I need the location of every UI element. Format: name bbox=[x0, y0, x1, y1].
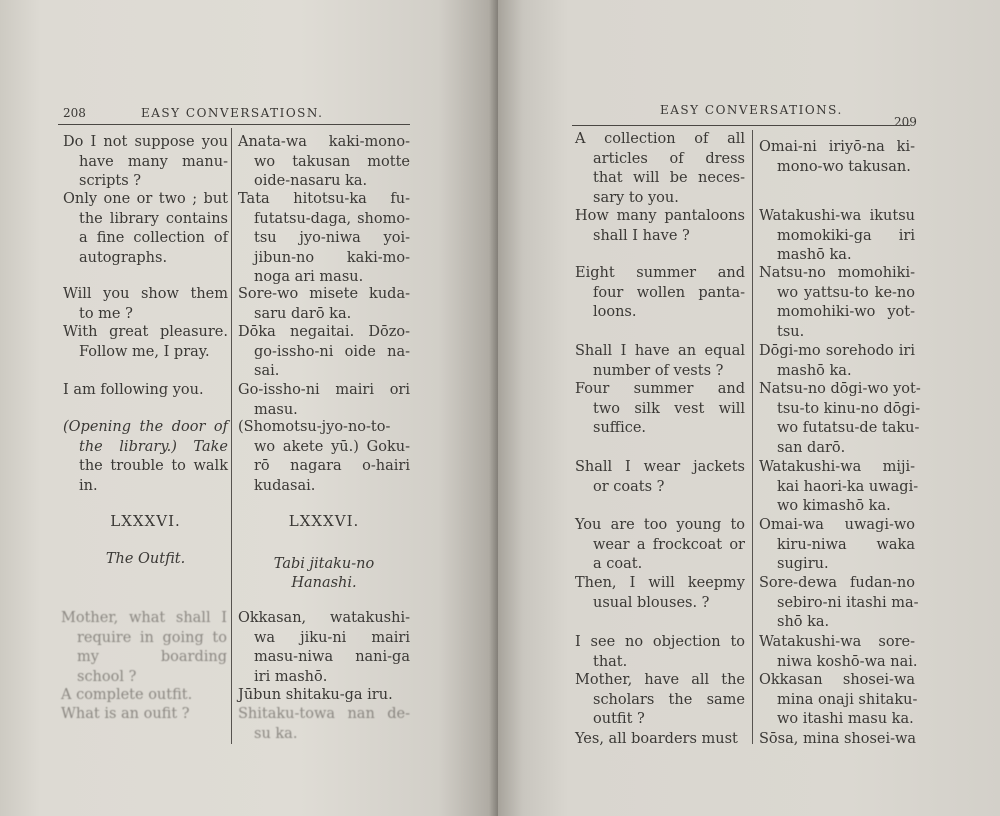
text-line: futatsu-daga, shomo- bbox=[254, 210, 410, 227]
header-rule-right bbox=[572, 125, 910, 126]
text-line: Sōsa, mina shosei-wa bbox=[759, 731, 917, 747]
lesson-title-jp: Tabi jitaku-no bbox=[273, 556, 375, 572]
text-line: Eight summer and bbox=[575, 265, 745, 281]
text-line: I am following you. bbox=[63, 382, 204, 398]
text-line: wo yattsu-to ke-no bbox=[777, 284, 915, 301]
page-number-right: 209 bbox=[894, 115, 917, 129]
text-line: sugiru. bbox=[777, 556, 829, 572]
text-line: Dōka negaitai. Dōzo- bbox=[238, 324, 410, 340]
text-line: wear a frockcoat or bbox=[593, 536, 745, 553]
japanese-entry bbox=[759, 633, 918, 672]
text-line: wo akete yū.) Goku- bbox=[254, 438, 410, 455]
right-page bbox=[498, 0, 1000, 816]
text-line: mono-wo takusan. bbox=[777, 158, 911, 175]
text-line: su ka. bbox=[254, 725, 298, 742]
text-line: A collection of all bbox=[575, 131, 745, 147]
text-line: tsu-to kinu-no dōgi- bbox=[777, 400, 921, 417]
japanese-entry bbox=[238, 133, 410, 192]
text-line: sary to you. bbox=[593, 189, 679, 206]
text-line: have many manu- bbox=[79, 153, 228, 170]
text-line: scripts ? bbox=[79, 173, 142, 189]
text-line: (Shomotsu-jyo-no-to- bbox=[238, 419, 391, 435]
text-line: masu-niwa nani-ga bbox=[254, 649, 410, 665]
text-line: Yes, all boarders must bbox=[575, 731, 738, 747]
text-line: saru darō ka. bbox=[254, 305, 352, 322]
text-line: kai haori-ka uwagi- bbox=[777, 478, 919, 495]
text-line: Tata hitotsu-ka fu- bbox=[238, 191, 410, 207]
english-entry bbox=[63, 418, 228, 496]
text-line: momohiki-wo yot- bbox=[777, 304, 915, 320]
text-line: a coat. bbox=[593, 556, 643, 572]
text-line: san darō. bbox=[777, 439, 846, 456]
text-line: or coats ? bbox=[593, 478, 665, 495]
text-line: Sore-dewa fudan-no bbox=[759, 575, 915, 591]
text-line: Omai-wa uwagi-wo bbox=[759, 517, 915, 533]
text-line: wo futatsu-de taku- bbox=[777, 420, 920, 436]
english-entry bbox=[63, 133, 228, 192]
text-line: kudasai. bbox=[254, 477, 316, 494]
text-line: tsu jyo-niwa yoi- bbox=[254, 230, 410, 246]
text-line: How many pantaloons bbox=[575, 208, 745, 224]
text-line: Shitaku-towa nan de- bbox=[238, 706, 410, 722]
text-line: A complete outfit. bbox=[61, 687, 193, 703]
english-entry bbox=[575, 730, 745, 750]
text-line: Anata-wa kaki-mono- bbox=[238, 134, 410, 150]
text-line: rō nagara o-hairi bbox=[254, 458, 410, 474]
text-line: Natsu-no dōgi-wo yot- bbox=[759, 381, 921, 397]
lesson-title-jp: Hanashi. bbox=[291, 575, 357, 591]
text-line: wa jiku-ni mairi bbox=[254, 629, 410, 646]
text-line: Omai-ni iriyō-na ki- bbox=[759, 139, 915, 155]
text-line: usual blouses. ? bbox=[593, 594, 710, 611]
text-line: Jūbun shitaku-ga iru. bbox=[238, 687, 393, 703]
text-line: Sore-wo misete kuda- bbox=[238, 286, 410, 302]
text-line: Okkasan shosei-wa bbox=[759, 672, 915, 688]
english-entry bbox=[575, 633, 745, 672]
japanese-entry bbox=[238, 381, 410, 420]
english-entry bbox=[63, 381, 228, 401]
text-line: Will you show them bbox=[63, 286, 228, 302]
text-line: shall I have ? bbox=[593, 227, 690, 244]
text-line: niwa koshō-wa nai. bbox=[777, 653, 918, 670]
text-line: the library.) Take bbox=[79, 438, 228, 455]
japanese-entry bbox=[759, 138, 915, 177]
text-line: autographs. bbox=[79, 249, 168, 266]
page-number-left: 208 bbox=[63, 106, 86, 120]
running-head-right: EASY CONVERSATIONS. bbox=[660, 103, 843, 117]
japanese-entry bbox=[238, 190, 410, 288]
text-line: that will be neces- bbox=[593, 170, 745, 186]
text-line: oide-nasaru ka. bbox=[254, 173, 368, 189]
japanese-entry bbox=[759, 380, 921, 458]
text-line: kiru-niwa waka bbox=[777, 536, 915, 553]
text-line: You are too young to bbox=[575, 517, 745, 533]
text-line: Do I not suppose you bbox=[63, 134, 228, 150]
english-entry bbox=[575, 380, 745, 439]
text-line: school ? bbox=[77, 668, 137, 685]
text-line: mina onaji shitaku- bbox=[777, 691, 918, 708]
text-line: Shall I have an equal bbox=[575, 343, 745, 359]
japanese-entry bbox=[759, 458, 919, 517]
english-entry bbox=[61, 686, 227, 706]
column-divider-left bbox=[231, 128, 232, 744]
header-rule-left bbox=[58, 124, 410, 125]
lesson-title-en: The Outfit. bbox=[105, 551, 186, 567]
column-divider-right bbox=[752, 130, 753, 744]
text-line: With great pleasure. bbox=[63, 324, 228, 340]
text-line: to me ? bbox=[79, 305, 133, 322]
text-line: my boarding bbox=[77, 649, 227, 665]
text-line: outfit ? bbox=[593, 711, 645, 727]
japanese-entry bbox=[238, 285, 410, 324]
text-line: Okkasan, watakushi- bbox=[238, 610, 410, 626]
text-line: Go-issho-ni mairi ori bbox=[238, 382, 410, 398]
text-line: Watakushi-wa ikutsu bbox=[759, 208, 915, 224]
japanese-entry bbox=[238, 609, 410, 687]
text-line: Follow me, I pray. bbox=[79, 343, 210, 360]
english-entry bbox=[575, 130, 745, 208]
text-line: Shall I wear jackets bbox=[575, 459, 745, 475]
text-line: tsu. bbox=[777, 323, 805, 340]
text-line: noga ari masu. bbox=[254, 269, 364, 285]
text-line: Then, I will keepmy bbox=[575, 575, 745, 591]
japanese-entry bbox=[238, 418, 410, 496]
english-entry bbox=[575, 264, 745, 323]
text-line: Natsu-no momohiki- bbox=[759, 265, 915, 281]
text-line: in. bbox=[79, 477, 98, 494]
japanese-entry bbox=[238, 323, 410, 382]
text-line: shō ka. bbox=[777, 614, 830, 630]
text-line: mashō ka. bbox=[777, 362, 852, 379]
english-entry bbox=[575, 458, 745, 497]
text-line: wo takusan motte bbox=[254, 153, 410, 170]
text-line: I see no objection to bbox=[575, 634, 745, 650]
text-line: loons. bbox=[593, 304, 637, 320]
english-entry bbox=[575, 671, 745, 730]
text-line: mashō ka. bbox=[777, 247, 852, 263]
text-line: number of vests ? bbox=[593, 362, 724, 379]
text-line: require in going to bbox=[77, 629, 227, 646]
japanese-entry bbox=[759, 342, 915, 381]
text-line: wo kimashō ka. bbox=[777, 498, 891, 514]
text-line: go-issho-ni oide na- bbox=[254, 343, 410, 360]
running-head-left: EASY CONVERSATIOSN. bbox=[141, 106, 324, 120]
text-line: Watakushi-wa miji- bbox=[759, 459, 915, 475]
japanese-entry bbox=[759, 264, 915, 342]
text-line: momokiki-ga iri bbox=[777, 227, 915, 244]
english-entry bbox=[63, 190, 228, 268]
japanese-entry bbox=[238, 686, 410, 706]
text-line: Four summer and bbox=[575, 381, 745, 397]
text-line: sai. bbox=[254, 363, 280, 379]
text-line: Only one or two ; but bbox=[63, 191, 228, 207]
text-line: masu. bbox=[254, 401, 298, 418]
english-entry bbox=[575, 207, 745, 246]
japanese-entry bbox=[759, 207, 915, 266]
text-line: (Opening the door of bbox=[63, 419, 228, 435]
english-entry bbox=[63, 323, 228, 362]
text-line: iri mashō. bbox=[254, 668, 328, 685]
text-line: Dōgi-mo sorehodo iri bbox=[759, 343, 915, 359]
text-line: the library contains bbox=[79, 210, 228, 227]
text-line: What is an ouﬁt ? bbox=[61, 706, 190, 722]
left-page bbox=[0, 0, 498, 816]
japanese-entry bbox=[759, 516, 915, 575]
text-line: articles of dress bbox=[593, 150, 745, 167]
text-line: sebiro-ni itashi ma- bbox=[777, 594, 919, 611]
text-line: Mother, what shall I bbox=[61, 610, 227, 626]
lesson-number-en: LXXXVI. bbox=[110, 512, 181, 530]
text-line: Mother, have all the bbox=[575, 672, 745, 688]
english-entry bbox=[575, 574, 745, 613]
english-entry bbox=[61, 705, 227, 725]
text-line: Watakushi-wa sore- bbox=[759, 634, 915, 650]
text-line: the trouble to walk bbox=[79, 458, 228, 474]
text-line: four wollen panta- bbox=[593, 284, 745, 301]
english-entry bbox=[575, 342, 745, 381]
text-line: wo itashi masu ka. bbox=[777, 711, 914, 727]
japanese-entry bbox=[759, 671, 918, 730]
text-line: jibun-no kaki-mo- bbox=[254, 249, 410, 266]
english-entry bbox=[63, 285, 228, 324]
text-line: that. bbox=[593, 653, 628, 670]
japanese-entry bbox=[759, 730, 915, 750]
english-entry bbox=[61, 609, 227, 687]
japanese-entry bbox=[238, 705, 410, 744]
text-line: suffice. bbox=[593, 420, 647, 436]
english-entry bbox=[575, 516, 745, 575]
text-line: a fine collection of bbox=[79, 230, 228, 246]
text-line: scholars the same bbox=[593, 691, 745, 708]
lesson-number-jp: LXXXVI. bbox=[288, 512, 360, 530]
japanese-entry bbox=[759, 574, 919, 633]
text-line: two silk vest will bbox=[593, 400, 745, 417]
